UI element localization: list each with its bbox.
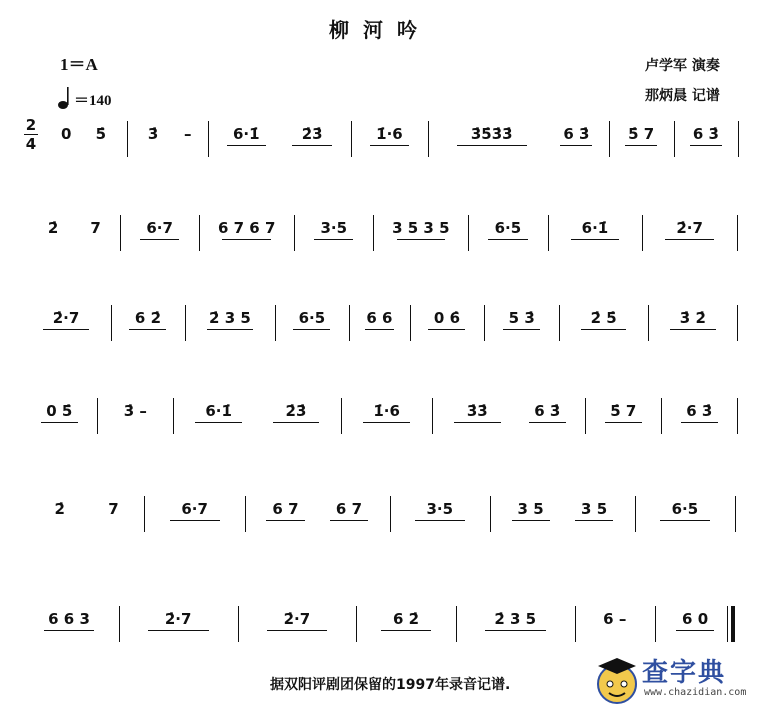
note-group: 5̇ 7 [610, 402, 637, 420]
barline [351, 121, 352, 157]
beam-underline [41, 422, 79, 423]
note-group: 6·7 [181, 500, 208, 518]
note-group: 2̇3̇ [301, 125, 323, 143]
note-group: 1̇·6 [376, 125, 403, 143]
staff-row [22, 478, 746, 538]
note-group: 2̇·7 [52, 309, 80, 327]
time-signature-top: 2 [25, 116, 37, 134]
barline [245, 496, 246, 532]
beam-underline [140, 239, 179, 240]
note-group: 7 [90, 219, 101, 237]
beam-underline [381, 630, 430, 631]
note-group: 3̇ 2̇ [679, 309, 706, 327]
barline [173, 398, 174, 434]
note-group: – [184, 125, 192, 143]
note-group: 3̇5̇3̇3̇ [470, 125, 513, 143]
beam-underline [207, 329, 253, 330]
beam-underline [428, 329, 465, 330]
graduate-cap-icon [594, 654, 640, 706]
note-group: 5̇ [95, 125, 107, 143]
beam-underline [457, 145, 527, 146]
note-group: 6 2̇ [134, 309, 162, 327]
beam-underline [195, 422, 241, 423]
beam-underline [625, 145, 657, 146]
note-group: 5 3̇ [508, 309, 535, 327]
barline [674, 121, 675, 157]
beam-underline [581, 329, 627, 330]
beam-underline [44, 630, 93, 631]
barline [185, 305, 186, 341]
beam-underline [415, 520, 465, 521]
logo-url: www.chazidian.com [644, 687, 747, 698]
barline [609, 121, 610, 157]
beam-underline [665, 239, 713, 240]
barline [737, 215, 738, 251]
time-signature [24, 117, 38, 152]
note-group: 2̇·7 [164, 610, 192, 628]
note-group: 6 6 3 [48, 610, 90, 628]
beam-underline [681, 422, 719, 423]
barline [373, 215, 374, 251]
note-group: 6 7 [272, 500, 299, 518]
staff-row [22, 103, 746, 163]
barline [199, 215, 200, 251]
beam-underline [363, 422, 409, 423]
note-group: 3·5 [426, 500, 454, 518]
barline [111, 305, 112, 341]
beam-underline [454, 422, 500, 423]
barline [275, 305, 276, 341]
beam-underline [293, 329, 330, 330]
barline [428, 121, 429, 157]
barline [648, 305, 649, 341]
note-group: 6·1̇ [233, 125, 260, 143]
staff-row [22, 197, 746, 257]
note-group: 2̇3̇ [285, 402, 307, 420]
barline [655, 606, 656, 642]
note-group: 6 – [603, 610, 627, 628]
transcriber-credit: 那炳晨 记谱 [645, 88, 720, 104]
beam-underline [314, 239, 353, 240]
beam-underline [529, 422, 567, 423]
staff-row [22, 287, 746, 347]
barline [410, 305, 411, 341]
note-group: 3 5 [517, 500, 544, 518]
time-signature-bottom: 4 [25, 135, 37, 153]
note-group: 6 0 [682, 610, 709, 628]
note-group: 6 2̇ [393, 610, 420, 628]
barline [737, 305, 738, 341]
final-barline [731, 606, 735, 642]
note-group: 6 3̇ [692, 125, 719, 143]
beam-underline [503, 329, 540, 330]
staff-row [22, 380, 746, 440]
barline [559, 305, 560, 341]
note-group: 6·7 [146, 219, 173, 237]
note-group: 2̇ 3 5 [494, 610, 537, 628]
beam-underline [148, 630, 209, 631]
barline [548, 215, 549, 251]
note-group: 6 3̇ [563, 125, 590, 143]
beam-underline [485, 630, 546, 631]
barline [490, 496, 491, 532]
note-group: 3̇ – [123, 402, 147, 420]
beam-underline [170, 520, 220, 521]
note-group: 6·1̇ [581, 219, 609, 237]
beam-underline [129, 329, 166, 330]
barline [97, 398, 98, 434]
note-group: 3̇3̇ [466, 402, 488, 420]
barline [127, 121, 128, 157]
beam-underline [560, 145, 592, 146]
barline [585, 398, 586, 434]
barline [661, 398, 662, 434]
note-group: 3 5 3 5 [392, 219, 450, 237]
note-group: 6·5 [494, 219, 522, 237]
beam-underline [267, 630, 328, 631]
note-group: 0 6̇ [433, 309, 461, 327]
note-group: 2̇ [47, 219, 59, 237]
barline [635, 496, 636, 532]
beam-underline [227, 145, 267, 146]
barline [294, 215, 295, 251]
barline [738, 121, 739, 157]
note-group: 2̇ 5̇ [590, 309, 617, 327]
beam-underline [365, 329, 393, 330]
beam-underline [330, 520, 368, 521]
barline [119, 606, 120, 642]
barline [144, 496, 145, 532]
note-group: 2̇·7 [676, 219, 703, 237]
barline [575, 606, 576, 642]
note-group: 5̇ 7 [628, 125, 655, 143]
note-group: 6 7 [335, 500, 363, 518]
note-group: 3 5 [581, 500, 608, 518]
barline [349, 305, 350, 341]
final-barline-thin [727, 606, 728, 642]
note-group: 6·5 [671, 500, 699, 518]
beam-underline [660, 520, 710, 521]
barline [737, 398, 738, 434]
staff-row [22, 588, 746, 648]
tempo-value: ＝140 [74, 93, 112, 109]
beam-underline [273, 422, 319, 423]
page-title: 柳河吟 [329, 18, 431, 42]
beam-underline [370, 145, 410, 146]
beam-underline [222, 239, 270, 240]
site-logo [594, 652, 754, 708]
note-group: 0 5̇ [46, 402, 73, 420]
barline [120, 215, 121, 251]
note-group: 0 [60, 125, 72, 143]
logo-text: 查字典 [642, 658, 727, 688]
beam-underline [488, 239, 527, 240]
barline [456, 606, 457, 642]
note-group: 6 7 6 7 [217, 219, 276, 237]
note-group: 6·5 [298, 309, 326, 327]
barline [642, 215, 643, 251]
barline [735, 496, 736, 532]
barline [208, 121, 209, 157]
note-group: 6 6 [366, 309, 393, 327]
beam-underline [676, 630, 714, 631]
beam-underline [571, 239, 619, 240]
beam-underline [292, 145, 332, 146]
beam-underline [266, 520, 304, 521]
barline [356, 606, 357, 642]
barline [390, 496, 391, 532]
note-group: 2̇ [54, 500, 65, 518]
performer-credit: 卢学军 演奏 [645, 58, 720, 74]
key-signature: 1＝A [60, 55, 98, 74]
barline [341, 398, 342, 434]
note-group: 2̇·7 [283, 610, 311, 628]
note-group: 3·5 [320, 219, 348, 237]
beam-underline [690, 145, 722, 146]
barline [468, 215, 469, 251]
barline [484, 305, 485, 341]
source-note: 据双阳评剧团保留的1997年录音记谱. [270, 677, 511, 693]
note-group: 7 [108, 500, 119, 518]
beam-underline [575, 520, 613, 521]
note-group: 6·1̇ [205, 402, 232, 420]
beam-underline [512, 520, 550, 521]
note-group: 3̇ [147, 125, 159, 143]
barline [432, 398, 433, 434]
note-group: 1̇·6 [373, 402, 400, 420]
beam-underline [397, 239, 445, 240]
note-group: 2̇ 3 5 [209, 309, 251, 327]
note-group: 6 3̇ [686, 402, 713, 420]
beam-underline [670, 329, 716, 330]
barline [238, 606, 239, 642]
beam-underline [605, 422, 643, 423]
beam-underline [43, 329, 89, 330]
note-group: 6 3̇ [534, 402, 561, 420]
